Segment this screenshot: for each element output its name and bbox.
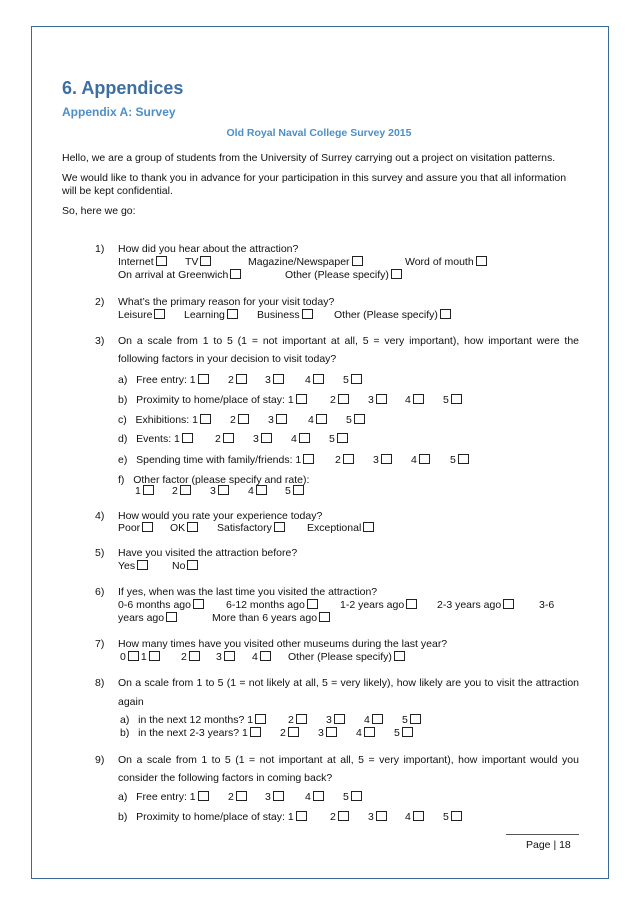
question-number: 6)	[95, 586, 105, 598]
question-text: On a scale from 1 to 5 (1 = not likely at all, 5 = very likely), how likely are you to visit the attraction	[118, 677, 579, 689]
question-text: What’s the primary reason for your visit today?	[118, 296, 335, 308]
checkbox[interactable]	[413, 394, 424, 404]
checkbox[interactable]	[451, 394, 462, 404]
checkbox[interactable]	[224, 651, 235, 661]
scale-row-family-friends: e) Spending time with family/friends: 1	[118, 454, 316, 467]
question-number: 1)	[95, 243, 105, 255]
checkbox[interactable]	[343, 454, 354, 464]
intro-text: Hello, we are a group of students from the University of Surrey carrying out a project on visitation patterns.	[62, 152, 556, 164]
checkbox[interactable]	[338, 394, 349, 404]
checkbox[interactable]	[296, 811, 307, 821]
question-number: 5)	[95, 547, 105, 559]
question-text: How did you hear about the attraction?	[118, 243, 299, 255]
q6-option-0-6: 0-6 months ago	[118, 599, 206, 612]
question-number: 9)	[95, 754, 105, 766]
checkbox[interactable]	[218, 485, 229, 495]
checkbox[interactable]	[419, 454, 430, 464]
checkbox[interactable]	[352, 256, 363, 266]
checkbox[interactable]	[236, 791, 247, 801]
checkbox[interactable]	[413, 811, 424, 821]
intro-text: will be kept confidential.	[62, 185, 173, 197]
checkbox[interactable]	[337, 433, 348, 443]
question-text: consider the following factors in coming back?	[118, 772, 333, 784]
checkbox[interactable]	[303, 454, 314, 464]
q6-option-2-3: 2-3 years ago	[437, 599, 516, 612]
checkbox[interactable]	[273, 791, 284, 801]
q7-option-0: 0 1	[120, 651, 162, 664]
q7-option-2: 2	[181, 651, 202, 664]
checkbox[interactable]	[260, 651, 271, 661]
checkbox[interactable]	[236, 374, 247, 384]
checkbox[interactable]	[180, 485, 191, 495]
q1-option-other: Other (Please specify)	[285, 269, 404, 282]
q2-option-business: Business	[257, 309, 315, 322]
q1-option-internet: Internet	[118, 256, 169, 269]
checkbox[interactable]	[274, 522, 285, 532]
checkbox[interactable]	[142, 522, 153, 532]
question-text: again	[118, 696, 144, 708]
checkbox[interactable]	[381, 454, 392, 464]
scale-row-events: d) Events: 1	[118, 433, 195, 446]
q6-option-6plus: More than 6 years ago	[212, 612, 332, 625]
checkbox[interactable]	[372, 714, 383, 724]
question-text: How many times have you visited other museums during the last year?	[118, 638, 448, 650]
scale-row-next-12-months: a) in the next 12 months? 1	[120, 714, 268, 727]
checkbox[interactable]	[200, 414, 211, 424]
q7-option-4: 4	[252, 651, 273, 664]
question-text: On a scale from 1 to 5 (1 = not important at all, 5 = very important), how important were the	[118, 335, 579, 347]
checkbox[interactable]	[187, 560, 198, 570]
checkbox[interactable]	[261, 433, 272, 443]
q2-option-learning: Learning	[184, 309, 240, 322]
q5-option-no: No	[172, 560, 200, 573]
checkbox[interactable]	[166, 612, 177, 622]
checkbox[interactable]	[402, 727, 413, 737]
checkbox[interactable]	[451, 811, 462, 821]
scale-row-free-entry: a) Free entry: 1	[118, 374, 211, 387]
scale-row-proximity: b) Proximity to home/place of stay: 1	[118, 811, 309, 824]
checkbox[interactable]	[198, 374, 209, 384]
q1-option-tv: TV	[185, 256, 213, 269]
question-number: 7)	[95, 638, 105, 650]
q1-option-magazine: Magazine/Newspaper	[248, 256, 365, 269]
q6-option-3-6-cont: years ago	[118, 612, 179, 625]
question-number: 3)	[95, 335, 105, 347]
q6-option-3-6: 3-6	[539, 599, 555, 611]
scale-row-other-factor: f) Other factor (please specify and rate):	[118, 474, 310, 486]
checkbox[interactable]	[273, 374, 284, 384]
checkbox[interactable]	[503, 599, 514, 609]
checkbox[interactable]	[230, 269, 241, 279]
checkbox[interactable]	[440, 309, 451, 319]
checkbox[interactable]	[182, 433, 193, 443]
question-text: Have you visited the attraction before?	[118, 547, 298, 559]
checkbox[interactable]	[227, 309, 238, 319]
scale-row-proximity: b) Proximity to home/place of stay: 1	[118, 394, 309, 407]
checkbox[interactable]	[476, 256, 487, 266]
question-text: On a scale from 1 to 5 (1 = not important at all, 5 = very important), how important would you	[118, 754, 579, 766]
checkbox[interactable]	[351, 791, 362, 801]
checkbox[interactable]	[187, 522, 198, 532]
checkbox[interactable]	[313, 791, 324, 801]
checkbox[interactable]	[376, 811, 387, 821]
q7-option-other: Other (Please specify)	[288, 651, 407, 664]
q2-option-leisure: Leisure	[118, 309, 167, 322]
checkbox[interactable]	[293, 485, 304, 495]
page-number: Page | 18	[526, 839, 571, 851]
checkbox[interactable]	[255, 714, 266, 724]
checkbox[interactable]	[458, 454, 469, 464]
checkbox[interactable]	[189, 651, 200, 661]
checkbox[interactable]	[364, 727, 375, 737]
checkbox[interactable]	[200, 256, 211, 266]
checkbox[interactable]	[296, 714, 307, 724]
checkbox[interactable]	[128, 651, 139, 661]
checkbox[interactable]	[338, 811, 349, 821]
scale-row-next-2-3-years: b) in the next 2-3 years? 1	[120, 727, 263, 740]
checkbox[interactable]	[223, 433, 234, 443]
intro-text: We would like to thank you in advance for your participation in this survey and assure you that all information	[62, 172, 567, 184]
q1-option-word-of-mouth: Word of mouth	[405, 256, 489, 269]
checkbox[interactable]	[250, 727, 261, 737]
section-heading: 6. Appendices	[62, 78, 184, 98]
survey-title: Old Royal Naval College Survey 2015	[226, 127, 412, 139]
question-text: If yes, when was the last time you visited the attraction?	[118, 586, 378, 598]
checkbox[interactable]	[288, 727, 299, 737]
checkbox[interactable]	[313, 374, 324, 384]
question-text: following factors in your decision to visit today?	[118, 353, 337, 365]
checkbox[interactable]	[394, 651, 405, 661]
checkbox[interactable]	[351, 374, 362, 384]
question-text: How would you rate your experience today?	[118, 510, 323, 522]
q4-option-satisfactory: Satisfactory	[217, 522, 287, 535]
q4-option-exceptional: Exceptional	[307, 522, 376, 535]
checkbox[interactable]	[316, 414, 327, 424]
question-number: 2)	[95, 296, 105, 308]
scale-row-free-entry: a) Free entry: 1	[118, 791, 211, 804]
checkbox[interactable]	[137, 560, 148, 570]
question-number: 8)	[95, 677, 105, 689]
checkbox[interactable]	[376, 394, 387, 404]
checkbox[interactable]	[154, 309, 165, 319]
q1-option-on-arrival: On arrival at Greenwich	[118, 269, 243, 282]
checkbox[interactable]	[256, 485, 267, 495]
checkbox[interactable]	[143, 485, 154, 495]
checkbox[interactable]	[334, 714, 345, 724]
checkbox[interactable]	[198, 791, 209, 801]
q6-option-1-2: 1-2 years ago	[340, 599, 419, 612]
checkbox[interactable]	[319, 612, 330, 622]
q7-option-3: 3	[216, 651, 237, 664]
checkbox[interactable]	[296, 394, 307, 404]
question-number: 4)	[95, 510, 105, 522]
q4-option-poor: Poor	[118, 522, 155, 535]
checkbox[interactable]	[149, 651, 160, 661]
checkbox[interactable]	[410, 714, 421, 724]
checkbox[interactable]	[238, 414, 249, 424]
checkbox[interactable]	[326, 727, 337, 737]
checkbox[interactable]	[299, 433, 310, 443]
checkbox[interactable]	[354, 414, 365, 424]
appendix-heading: Appendix A: Survey	[62, 105, 176, 119]
checkbox[interactable]	[156, 256, 167, 266]
checkbox[interactable]	[363, 522, 374, 532]
checkbox[interactable]	[193, 599, 204, 609]
q5-option-yes: Yes	[118, 560, 150, 573]
checkbox[interactable]	[406, 599, 417, 609]
scale-row-exhibitions: c) Exhibitions: 1	[118, 414, 213, 427]
q6-option-6-12: 6-12 months ago	[226, 599, 320, 612]
checkbox[interactable]	[307, 599, 318, 609]
checkbox[interactable]	[391, 269, 402, 279]
checkbox[interactable]	[276, 414, 287, 424]
q4-option-ok: OK	[170, 522, 200, 535]
footer-rule	[506, 834, 579, 835]
q2-option-other: Other (Please specify)	[334, 309, 453, 322]
checkbox[interactable]	[302, 309, 313, 319]
intro-text: So, here we go:	[62, 205, 136, 217]
